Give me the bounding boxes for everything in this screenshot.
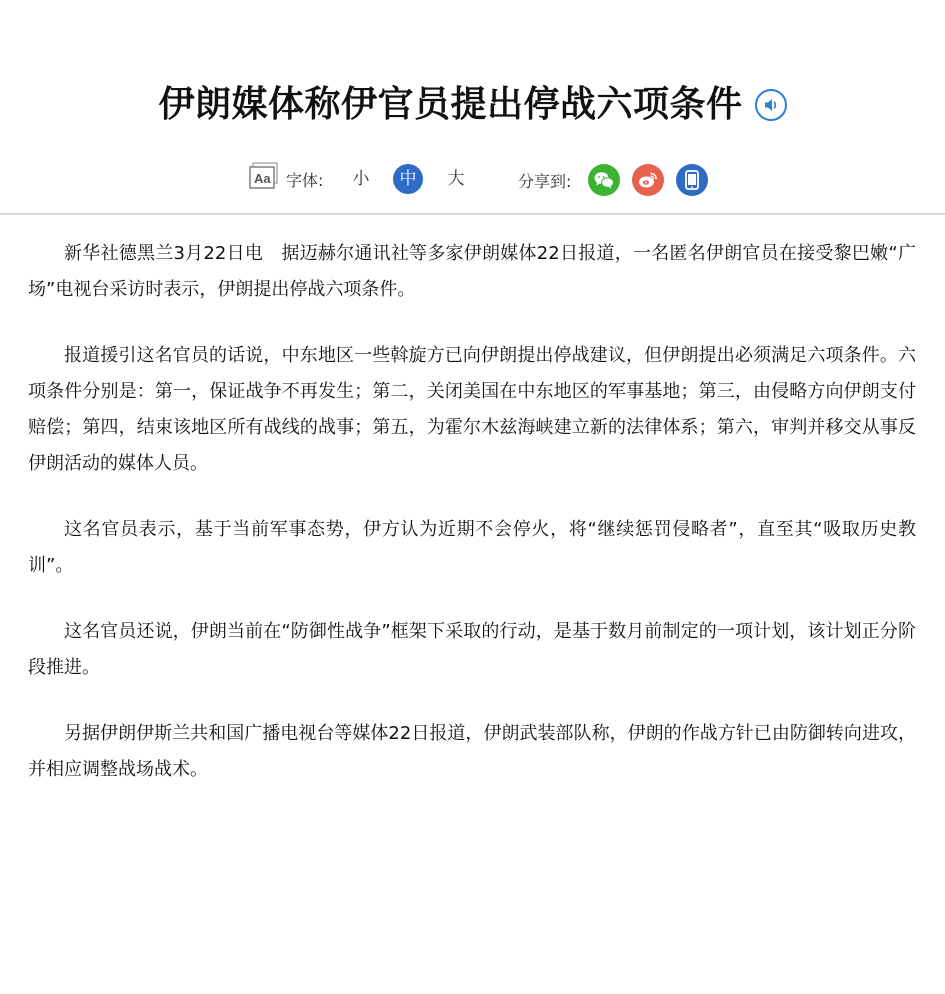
article-toolbar [0, 160, 945, 200]
paragraph: 新华社德黑兰3月22日电 据迈赫尔通讯社等多家伊朗媒体22日报道，一名匿名伊朗官员在接受黎巴嫩“广场”电视台采访时表示，伊朗提出停战六项条件。 [28, 243, 916, 300]
paragraph: 这名官员还说，伊朗当前在“防御性战争”框架下采取的行动，是基于数月前制定的一项计划，该计划正分阶段推进。 [28, 621, 916, 678]
header-divider [0, 213, 945, 215]
paragraph: 另据伊朗伊斯兰共和国广播电视台等媒体22日报道，伊朗武装部队称，伊朗的作战方针已由防御转向进攻，并相应调整战场战术。 [28, 723, 916, 780]
font-size-label: 字体: [286, 171, 324, 190]
article-body [28, 236, 916, 818]
speaker-icon [762, 96, 780, 114]
font-size-medium[interactable]: 中 [393, 164, 423, 194]
share-wechat-button[interactable] [588, 164, 620, 196]
font-size-small[interactable]: 小 [352, 169, 370, 189]
audio-play-button[interactable] [755, 89, 787, 121]
article-title: 伊朗媒体称伊官员提出停战六项条件 [158, 84, 743, 125]
paragraph: 报道援引这名官员的话说，中东地区一些斡旋方已向伊朗提出停战建议，但伊朗提出必须满足六项条件。六项条件分别是：第一，保证战争不再发生；第二，关闭美国在中东地区的军事基地；第三，由侵略方向伊朗支付赔偿；第四，结束该地区所有战线的战事；第五，为霍尔木兹海峡建立新的法律体系；第六，审判并移交从事反伊朗活动的媒体人员。 [28, 345, 916, 474]
svg-text:Aa: Aa [254, 171, 271, 186]
weibo-icon [637, 170, 659, 190]
mobile-icon [683, 170, 701, 190]
title-row [0, 82, 945, 128]
share-mobile-button[interactable] [676, 164, 708, 196]
share-label: 分享到: [518, 172, 572, 191]
font-size-icon [249, 162, 279, 190]
paragraph: 这名官员表示，基于当前军事态势，伊方认为近期不会停火，将“继续惩罚侵略者”，直至其“吸取历史教训”。 [28, 519, 916, 576]
wechat-icon [593, 170, 615, 190]
share-weibo-button[interactable] [632, 164, 664, 196]
font-size-large[interactable]: 大 [447, 169, 465, 189]
